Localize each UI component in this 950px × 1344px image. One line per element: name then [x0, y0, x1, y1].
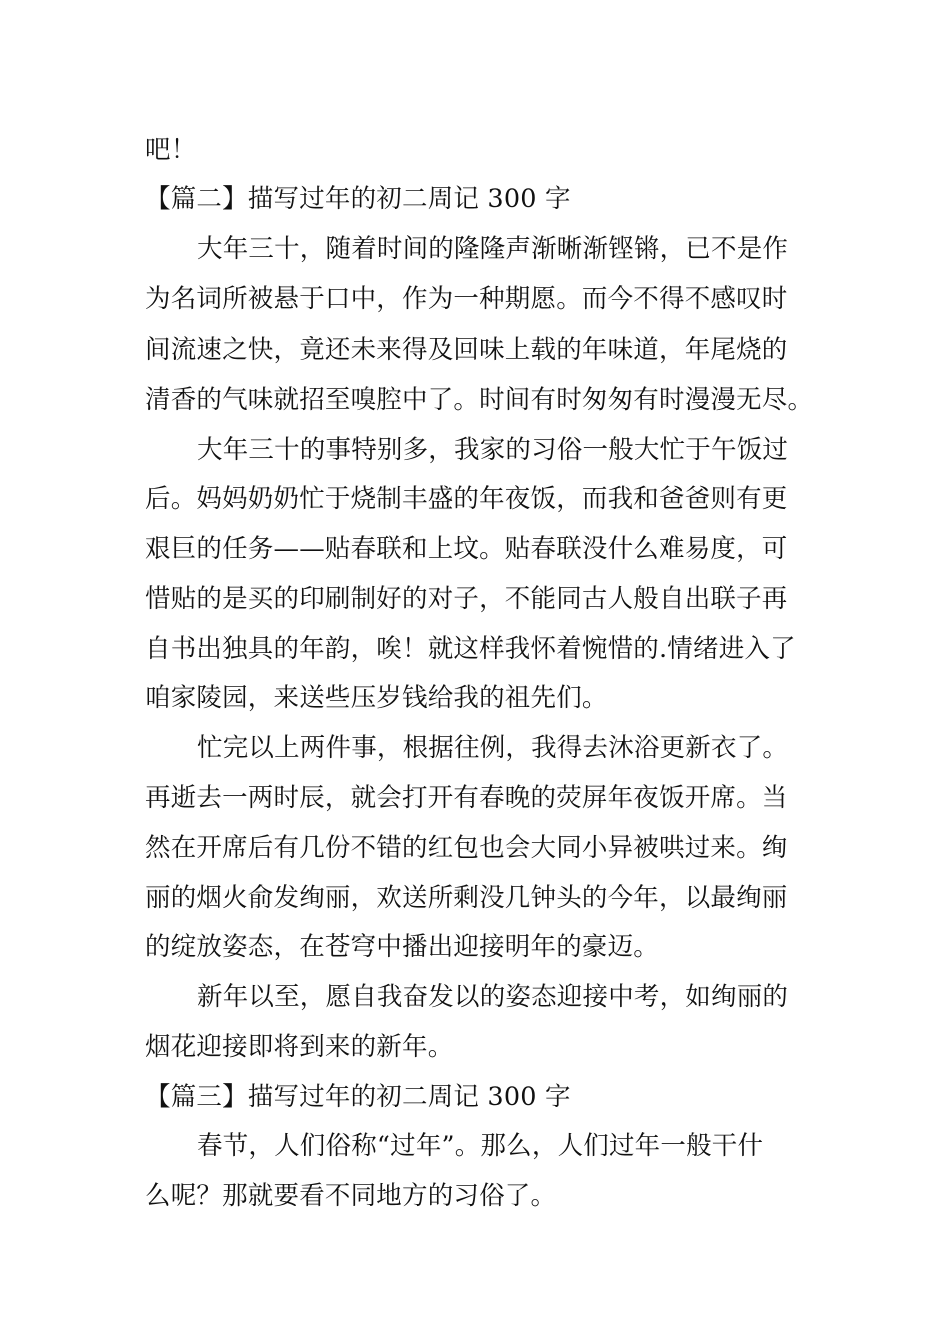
paragraph-line: 大年三十，随着时间的隆隆声渐晰渐铿锵，已不是作: [197, 234, 789, 264]
paragraph-line: 新年以至，愿自我奋发以的姿态迎接中考，如绚丽的: [197, 982, 789, 1012]
paragraph-line: 后。妈妈奶奶忙于烧制丰盛的年夜饭，而我和爸爸则有更: [145, 484, 788, 514]
section-heading: 【篇三】描写过年的初二周记 300 字: [145, 1082, 571, 1112]
paragraph-line: 然在开席后有几份不错的红包也会大同小异被哄过来。绚: [145, 833, 788, 863]
paragraph-line: 的绽放姿态，在苍穹中播出迎接明年的豪迈。: [145, 932, 660, 962]
paragraph-line: 自书出独具的年韵，唉！就这样我怀着惋惜的.情绪进入了: [145, 634, 796, 664]
paragraph-line: 春节，人们俗称“过年”。那么，人们过年一般干什: [197, 1131, 764, 1161]
paragraph-line: 烟花迎接即将到来的新年。: [145, 1032, 454, 1062]
section-heading: 【篇二】描写过年的初二周记 300 字: [145, 184, 571, 214]
paragraph-line: 惜贴的是买的印刷制好的对子，不能同古人般自出联子再: [145, 584, 788, 614]
paragraph-line: 清香的气味就招至嗅腔中了。时间有时匆匆有时漫漫无尽。: [145, 385, 814, 415]
paragraph-line: 咱家陵园，来送些压岁钱给我的祖先们。: [145, 683, 608, 713]
paragraph-line: 间流速之快，竟还未来得及回味上载的年味道，年尾烧的: [145, 335, 788, 365]
paragraph-line: 艰巨的任务——贴春联和上坟。贴春联没什么难易度，可: [145, 534, 788, 564]
paragraph-line: 再逝去一两时辰，就会打开有春晚的荧屏年夜饭开席。当: [145, 783, 788, 813]
paragraph-line: 大年三十的事特别多，我家的习俗一般大忙于午饭过: [197, 435, 789, 465]
paragraph-line: 丽的烟火俞发绚丽，欢送所剩没几钟头的今年，以最绚丽: [145, 883, 788, 913]
paragraph-line: 么呢？那就要看不同地方的习俗了。: [145, 1181, 557, 1211]
text-line: 吧！: [145, 135, 197, 165]
paragraph-line: 忙完以上两件事，根据往例，我得去沐浴更新衣了。: [197, 733, 789, 763]
paragraph-line: 为名词所被悬于口中，作为一种期愿。而今不得不感叹时: [145, 284, 788, 314]
